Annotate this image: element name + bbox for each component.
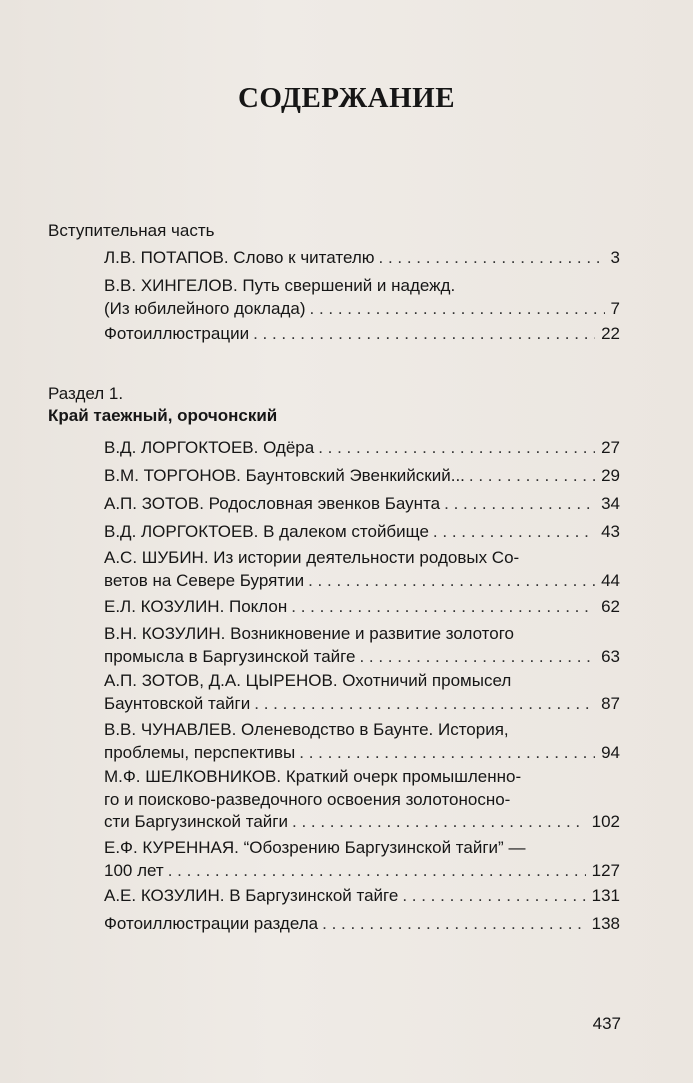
leader-dots	[254, 693, 595, 716]
leader-dots	[318, 437, 595, 460]
leader-dots	[299, 742, 595, 765]
toc-entry-text: сти Баргузинской тайги	[104, 812, 288, 831]
section-heading-text: Раздел 1.	[48, 384, 124, 403]
toc-entry[interactable]	[104, 493, 620, 516]
toc-entry[interactable]	[104, 323, 620, 346]
toc-line	[104, 766, 620, 789]
toc-page-number: 22	[601, 324, 620, 343]
toc-line	[104, 275, 620, 298]
toc-line	[104, 742, 620, 765]
toc-page-number: 27	[601, 438, 620, 457]
toc-entry-text: проблемы, перспективы	[104, 742, 296, 762]
toc-entry[interactable]	[104, 247, 620, 270]
toc-entry[interactable]	[104, 465, 620, 488]
toc-page-number: 63	[601, 646, 620, 666]
toc-line	[104, 913, 620, 936]
toc-entry-text: А.П. ЗОТОВ, Д.А. ЦЫРЕНОВ. Охотничий промысел	[104, 671, 512, 690]
toc-entry-text: 100 лет	[104, 860, 164, 880]
leader-dots	[291, 596, 595, 619]
toc-line	[104, 493, 620, 516]
leader-dots	[379, 247, 605, 270]
toc-entry[interactable]	[104, 670, 620, 715]
toc-entry-text: ветов на Севере Бурятии	[104, 570, 305, 590]
toc-entry[interactable]	[104, 837, 620, 882]
toc-line	[104, 437, 620, 460]
toc-line	[104, 670, 620, 693]
toc-entry[interactable]	[104, 719, 620, 764]
toc-line	[104, 547, 620, 570]
toc-page-number: 29	[601, 466, 620, 485]
toc-line	[104, 885, 620, 908]
section-heading-text: Вступительная часть	[48, 221, 215, 240]
toc-line	[104, 646, 620, 669]
toc-entry[interactable]	[104, 596, 620, 619]
toc-line	[104, 521, 620, 544]
page-title: СОДЕРЖАНИЕ	[237, 82, 456, 114]
toc-entry-text: Баунтовской тайги	[104, 693, 251, 713]
toc-line	[104, 811, 620, 834]
toc-entry[interactable]	[104, 547, 620, 592]
leader-dots	[310, 298, 605, 321]
toc-page-number: 131	[591, 886, 620, 905]
toc-entry[interactable]	[104, 766, 620, 834]
toc-page-number: 43	[601, 522, 620, 541]
toc-entry[interactable]	[104, 275, 620, 320]
toc-entry-text: Л.В. ПОТАПОВ. Слово к читателю	[104, 248, 375, 267]
toc-line	[104, 596, 620, 619]
toc-page-number: 87	[601, 693, 620, 713]
toc-entry-text: А.П. ЗОТОВ. Родословная эвенков Баунта	[104, 494, 441, 513]
toc-line	[104, 693, 620, 716]
page-number: 437	[592, 1014, 621, 1033]
toc-entry-text: М.Ф. ШЕЛКОВНИКОВ. Краткий очерк промышленно-	[104, 767, 522, 786]
toc-line	[104, 323, 620, 346]
toc-line	[104, 623, 620, 646]
toc-entry[interactable]	[104, 437, 620, 460]
toc-line	[104, 837, 620, 860]
toc-page-number: 7	[610, 298, 620, 318]
leader-dots	[444, 493, 595, 516]
leader-dots	[253, 323, 595, 346]
toc-page-number: 94	[601, 742, 620, 762]
leader-dots	[322, 913, 586, 936]
toc-line	[104, 247, 620, 270]
toc-entry-text: В.В. ХИНГЕЛОВ. Путь свершений и надежд.	[104, 276, 456, 295]
toc-entry-text: А.Е. КОЗУЛИН. В Баргузинской тайге	[104, 886, 399, 905]
toc-page-number: 44	[601, 570, 620, 590]
toc-entry-text: В.М. ТОРГОНОВ. Баунтовский Эвенкийский...	[104, 466, 465, 485]
toc-entry-text: Фотоиллюстрации раздела	[104, 914, 319, 933]
toc-entry-text: В.В. ЧУНАВЛЕВ. Оленеводство в Баунте. История,	[104, 720, 509, 739]
section-heading-intro	[48, 220, 215, 242]
leader-dots	[292, 811, 586, 834]
toc-entry-text: Е.Ф. КУРЕННАЯ. “Обозрению Баргузинской тайги” —	[104, 838, 526, 857]
toc-line	[104, 719, 620, 742]
toc-entry[interactable]	[104, 623, 620, 668]
toc-page-number: 62	[601, 597, 620, 616]
toc-entry[interactable]	[104, 913, 620, 936]
toc-entry-text: Фотоиллюстрации	[104, 324, 250, 343]
toc-entry[interactable]	[104, 885, 620, 908]
toc-page-number: 34	[601, 494, 620, 513]
toc-line	[104, 570, 620, 593]
toc-entry-text: В.Д. ЛОРГОКТОЕВ. Одёра	[104, 438, 315, 457]
section-subheading: Край таежный, орочонский	[48, 406, 278, 425]
toc-page-number: 102	[591, 812, 620, 831]
leader-dots	[359, 646, 595, 669]
leader-dots	[168, 860, 586, 883]
toc-line	[104, 465, 620, 488]
toc-page-number: 138	[591, 914, 620, 933]
toc-page-number: 127	[591, 860, 620, 880]
toc-entry-text: промысла в Баргузинской тайге	[104, 646, 356, 666]
leader-dots	[308, 570, 595, 593]
toc-entry-text: го и поисково-разведочного освоения золотоносно-	[104, 789, 511, 809]
toc-page-number: 3	[610, 248, 620, 267]
leader-dots	[469, 465, 595, 488]
toc-entry-text: (Из юбилейного доклада)	[104, 298, 306, 318]
toc-line	[104, 860, 620, 883]
toc-entry-text: А.С. ШУБИН. Из истории деятельности родовых Со-	[104, 548, 520, 567]
toc-entry-text: Е.Л. КОЗУЛИН. Поклон	[104, 597, 288, 616]
toc-line	[104, 298, 620, 321]
section-heading-part1	[48, 383, 277, 427]
toc-entry-text: В.Н. КОЗУЛИН. Возникновение и развитие золотого	[104, 624, 514, 643]
toc-line	[104, 789, 620, 812]
leader-dots	[433, 521, 595, 544]
toc-entry-text: В.Д. ЛОРГОКТОЕВ. В далеком стойбище	[104, 522, 429, 541]
toc-entry[interactable]	[104, 521, 620, 544]
leader-dots	[402, 885, 585, 908]
